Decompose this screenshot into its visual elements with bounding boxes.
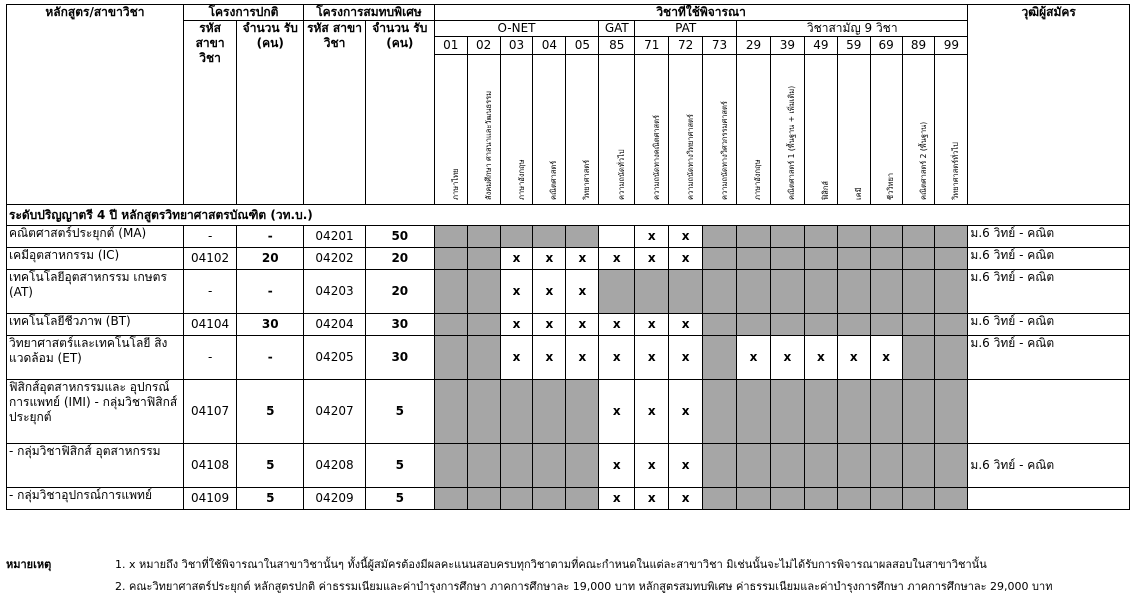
regular-header: โครงการปกติ — [183, 5, 303, 21]
excluded-cell — [434, 336, 467, 380]
excluded-cell — [467, 488, 500, 510]
required-mark: x — [669, 380, 703, 444]
required-mark: x — [566, 248, 599, 270]
excluded-cell — [804, 270, 837, 314]
subject-name-text: ความถนัดทางวิทยาศาสตร์ — [685, 114, 695, 200]
special-code: 04202 — [304, 248, 366, 270]
program-name: - กลุ่มวิชาฟิสิกส์ อุตสาหกรรม — [7, 444, 184, 488]
required-mark: x — [804, 336, 837, 380]
qualification: ม.6 วิทย์ - คณิต — [968, 314, 1130, 336]
subject-name — [837, 55, 870, 205]
subject-name — [500, 55, 533, 205]
excluded-cell — [703, 226, 737, 248]
excluded-cell — [434, 248, 467, 270]
program-name: ฟิสิกส์อุตสาหกรรมและ อุปกรณ์การแพทย์ (IMI) - กลุ่มวิชาฟิสิกส์ประยุกต์ — [7, 380, 184, 444]
regular-code: - — [183, 336, 236, 380]
special-seats: 30 — [365, 314, 434, 336]
required-mark: x — [635, 226, 669, 248]
regular-code: 04108 — [183, 444, 236, 488]
required-mark: x — [635, 380, 669, 444]
required-mark: x — [500, 314, 533, 336]
required-mark: x — [635, 248, 669, 270]
reg-seats-header: จำนวน รับ (คน) — [237, 21, 304, 205]
excluded-cell — [500, 226, 533, 248]
excluded-cell — [935, 226, 968, 248]
subject-code: 29 — [737, 37, 771, 55]
program-name: คณิตศาสตร์ประยุกต์ (MA) — [7, 226, 184, 248]
regular-code: 04109 — [183, 488, 236, 510]
excluded-cell — [902, 380, 935, 444]
subject-name-text: วิทยาศาสตร์ — [582, 159, 592, 200]
required-mark: x — [599, 444, 635, 488]
excluded-cell — [533, 226, 566, 248]
required-mark: x — [500, 248, 533, 270]
excluded-cell — [635, 270, 669, 314]
excluded-cell — [703, 336, 737, 380]
excluded-cell — [870, 248, 902, 270]
required-mark: x — [635, 314, 669, 336]
excluded-cell — [804, 444, 837, 488]
excluded-cell — [902, 314, 935, 336]
note-1: 1. x หมายถึง วิชาที่ใช้พิจารณาในสาขาวิชานั้นๆ ทั้งนี้ผู้สมัครต้องมีผลคะแนนสอบครบทุกวิชาตามที่คณะกำหนดในแต่ละสาขาวิชา มิเช่นนั้นจะไม่ได้รับการพิจารณาผลสอบในสาขาวิชานั้น — [115, 558, 987, 571]
excluded-cell — [500, 488, 533, 510]
subject-name-text: สังคมศึกษา ศาสนาและวัฒนธรรม — [483, 90, 493, 200]
subject-name — [935, 55, 968, 205]
excluded-cell — [804, 380, 837, 444]
subject-name — [737, 55, 771, 205]
required-mark: x — [533, 336, 566, 380]
gat-header: GAT — [599, 21, 635, 37]
excluded-cell — [870, 270, 902, 314]
excluded-cell — [566, 444, 599, 488]
table-row — [7, 314, 1130, 336]
regular-seats: 5 — [237, 488, 304, 510]
excluded-cell — [770, 488, 804, 510]
excluded-cell — [902, 444, 935, 488]
excluded-cell — [467, 226, 500, 248]
subject-name-text: ความถนัดทางวิศวกรรมศาสตร์ — [719, 101, 729, 200]
excluded-cell — [533, 444, 566, 488]
required-mark: x — [837, 336, 870, 380]
subject-name-text: เคมี — [853, 187, 863, 200]
admission-table — [6, 4, 1130, 510]
subject-name-text: คณิตศาสตร์ 2 (พื้นฐาน) — [918, 121, 928, 200]
required-mark: x — [870, 336, 902, 380]
excluded-cell — [737, 226, 771, 248]
excluded-cell — [737, 488, 771, 510]
special-code: 04201 — [304, 226, 366, 248]
qualification: ม.6 วิทย์ - คณิต — [968, 444, 1130, 488]
reg-code-header: รหัส สาขา วิชา — [183, 21, 236, 205]
qualification: ม.6 วิทย์ - คณิต — [968, 270, 1130, 314]
excluded-cell — [837, 248, 870, 270]
subject-code: 01 — [434, 37, 467, 55]
excluded-cell — [935, 336, 968, 380]
table-row — [7, 270, 1130, 314]
excluded-cell — [703, 270, 737, 314]
excluded-cell — [935, 380, 968, 444]
special-code: 04203 — [304, 270, 366, 314]
special-seats: 30 — [365, 336, 434, 380]
subject-code: 72 — [669, 37, 703, 55]
excluded-cell — [770, 226, 804, 248]
excluded-cell — [467, 336, 500, 380]
qualification-header: วุฒิผู้สมัคร — [968, 5, 1130, 205]
required-mark: x — [533, 248, 566, 270]
required-mark: x — [669, 314, 703, 336]
excluded-cell — [434, 444, 467, 488]
excluded-cell — [434, 226, 467, 248]
excluded-cell — [467, 270, 500, 314]
section-title: ระดับปริญญาตรี 4 ปี หลักสูตรวิทยาศาสตรบัณฑิต (วท.บ.) — [7, 205, 1130, 226]
required-mark: x — [635, 444, 669, 488]
excluded-cell — [837, 314, 870, 336]
special-seats: 5 — [365, 488, 434, 510]
excluded-cell — [467, 248, 500, 270]
required-mark: x — [770, 336, 804, 380]
subject-name — [669, 55, 703, 205]
qualification: ม.6 วิทย์ - คณิต — [968, 226, 1130, 248]
excluded-cell — [837, 488, 870, 510]
excluded-cell — [434, 488, 467, 510]
excluded-cell — [902, 226, 935, 248]
qualification: ม.6 วิทย์ - คณิต — [968, 336, 1130, 380]
special-seats: 5 — [365, 444, 434, 488]
program-name: เทคโนโลยีชีวภาพ (BT) — [7, 314, 184, 336]
required-mark: x — [599, 336, 635, 380]
required-mark: x — [635, 488, 669, 510]
subject-name-text: ภาษาอังกฤษ — [753, 159, 763, 200]
program-name: เคมีอุตสาหกรรม (IC) — [7, 248, 184, 270]
program-name: เทคโนโลยีอุตสาหกรรม เกษตร (AT) — [7, 270, 184, 314]
required-mark: x — [599, 314, 635, 336]
regular-code: 04102 — [183, 248, 236, 270]
subject-name-text: ฟิสิกส์ — [820, 180, 830, 200]
special-seats: 20 — [365, 270, 434, 314]
excluded-cell — [533, 380, 566, 444]
subject-name — [434, 55, 467, 205]
regular-seats: - — [237, 270, 304, 314]
subject-code: 39 — [770, 37, 804, 55]
subject-code: 71 — [635, 37, 669, 55]
note-2: 2. คณะวิทยาศาสตร์ประยุกต์ หลักสูตรปกติ ค่าธรรมเนียมและค่าบำรุงการศึกษา ภาคการศึกษาละ 19,000 บาท หลักสูตรสมทบพิเศษ ค่าธรรมเนียมและค่าบำรุงการศึกษา ภาคการศึกษาละ 29,000 บาท — [115, 580, 1053, 593]
excluded-cell — [737, 444, 771, 488]
excluded-cell — [703, 248, 737, 270]
required-mark: x — [566, 270, 599, 314]
subject-code: 85 — [599, 37, 635, 55]
qualification: ม.6 วิทย์ - คณิต — [968, 248, 1130, 270]
required-mark: x — [500, 336, 533, 380]
subject-name — [804, 55, 837, 205]
excluded-cell — [837, 444, 870, 488]
subject-code: 73 — [703, 37, 737, 55]
excluded-cell — [902, 336, 935, 380]
required-mark: x — [599, 380, 635, 444]
subject-name-text: คณิตศาสตร์ 1 (พื้นฐาน + เพิ่มเติม) — [787, 85, 797, 200]
excluded-cell — [870, 380, 902, 444]
excluded-cell — [669, 270, 703, 314]
special-seats: 50 — [365, 226, 434, 248]
excluded-cell — [434, 380, 467, 444]
regular-seats: 5 — [237, 444, 304, 488]
excluded-cell — [804, 314, 837, 336]
special-seats: 5 — [365, 380, 434, 444]
subject-name — [870, 55, 902, 205]
subject-code: 04 — [533, 37, 566, 55]
required-mark: x — [669, 488, 703, 510]
subjects-header: วิชาที่ใช้พิจารณา — [434, 5, 968, 21]
qualification — [968, 488, 1130, 510]
excluded-cell — [770, 314, 804, 336]
program-header: หลักสูตร/สาขาวิชา — [7, 5, 184, 205]
excluded-cell — [770, 270, 804, 314]
subject-name — [770, 55, 804, 205]
excluded-cell — [935, 270, 968, 314]
subject-name — [635, 55, 669, 205]
regular-seats: - — [237, 226, 304, 248]
subject-name-text: ภาษาอังกฤษ — [516, 159, 526, 200]
excluded-cell — [770, 248, 804, 270]
required-mark: x — [533, 270, 566, 314]
subject-name-text: ภาษาไทย — [450, 168, 460, 200]
required-mark: x — [669, 336, 703, 380]
subject-name-text: ความถนัดทั่วไป — [616, 149, 626, 200]
excluded-cell — [770, 380, 804, 444]
table-row — [7, 444, 1130, 488]
regular-seats: 5 — [237, 380, 304, 444]
excluded-cell — [566, 380, 599, 444]
regular-seats: 20 — [237, 248, 304, 270]
special-code: 04208 — [304, 444, 366, 488]
required-mark: x — [669, 248, 703, 270]
excluded-cell — [902, 488, 935, 510]
excluded-cell — [434, 270, 467, 314]
onet-header: O-NET — [434, 21, 599, 37]
excluded-cell — [870, 444, 902, 488]
excluded-cell — [870, 488, 902, 510]
subject-name-text: ความถนัดทางคณิตศาสตร์ — [651, 114, 661, 200]
subject-name — [467, 55, 500, 205]
special-code: 04204 — [304, 314, 366, 336]
table-row — [7, 488, 1130, 510]
excluded-cell — [467, 380, 500, 444]
qualification — [968, 380, 1130, 444]
excluded-cell — [902, 248, 935, 270]
sp-code-header: รหัส สาขา วิชา — [304, 21, 366, 205]
program-name: - กลุ่มวิชาอุปกรณ์การแพทย์ — [7, 488, 184, 510]
table-row — [7, 226, 1130, 248]
subject-code: 02 — [467, 37, 500, 55]
excluded-cell — [804, 248, 837, 270]
excluded-cell — [770, 444, 804, 488]
special-code: 04209 — [304, 488, 366, 510]
subject-name — [533, 55, 566, 205]
excluded-cell — [599, 270, 635, 314]
regular-seats: - — [237, 336, 304, 380]
subject-code: 89 — [902, 37, 935, 55]
special-header: โครงการสมทบพิเศษ — [304, 5, 435, 21]
excluded-cell — [935, 248, 968, 270]
required-mark: x — [599, 248, 635, 270]
excluded-cell — [467, 444, 500, 488]
excluded-cell — [837, 226, 870, 248]
subject-code: 69 — [870, 37, 902, 55]
sp-seats-header: จำนวน รับ (คน) — [365, 21, 434, 205]
excluded-cell — [935, 444, 968, 488]
required-mark: x — [669, 444, 703, 488]
special-seats: 20 — [365, 248, 434, 270]
excluded-cell — [870, 314, 902, 336]
special-code: 04207 — [304, 380, 366, 444]
excluded-cell — [566, 488, 599, 510]
table-row — [7, 248, 1130, 270]
subject-name — [599, 55, 635, 205]
excluded-cell — [467, 314, 500, 336]
subject-code: 99 — [935, 37, 968, 55]
excluded-cell — [703, 380, 737, 444]
excluded-cell — [804, 226, 837, 248]
excluded-cell — [902, 270, 935, 314]
required-mark: x — [737, 336, 771, 380]
table-row — [7, 336, 1130, 380]
subject-code: 03 — [500, 37, 533, 55]
excluded-cell — [837, 270, 870, 314]
subject-name-text: วิทยาศาสตร์ทั่วไป — [951, 142, 961, 200]
subject-code: 59 — [837, 37, 870, 55]
excluded-cell — [935, 314, 968, 336]
notes-label: หมายเหตุ — [6, 558, 52, 571]
regular-code: 04104 — [183, 314, 236, 336]
subject-code: 05 — [566, 37, 599, 55]
required-mark: x — [533, 314, 566, 336]
subject-code: 49 — [804, 37, 837, 55]
pat-header: PAT — [635, 21, 737, 37]
subject-name — [703, 55, 737, 205]
regular-code: - — [183, 270, 236, 314]
subject-name — [566, 55, 599, 205]
empty-cell — [599, 226, 635, 248]
excluded-cell — [703, 314, 737, 336]
special-code: 04205 — [304, 336, 366, 380]
excluded-cell — [500, 444, 533, 488]
nine-subjects-header: วิชาสามัญ 9 วิชา — [737, 21, 968, 37]
program-name: วิทยาศาสตร์และเทคโนโลยี สิ่งแวดล้อม (ET) — [7, 336, 184, 380]
excluded-cell — [737, 380, 771, 444]
excluded-cell — [533, 488, 566, 510]
excluded-cell — [434, 314, 467, 336]
subject-name — [902, 55, 935, 205]
subject-name-text: คณิตศาสตร์ — [549, 160, 559, 200]
excluded-cell — [500, 380, 533, 444]
excluded-cell — [737, 248, 771, 270]
table-row — [7, 380, 1130, 444]
required-mark: x — [566, 314, 599, 336]
excluded-cell — [804, 488, 837, 510]
required-mark: x — [635, 336, 669, 380]
required-mark: x — [599, 488, 635, 510]
required-mark: x — [669, 226, 703, 248]
excluded-cell — [935, 488, 968, 510]
regular-code: 04107 — [183, 380, 236, 444]
excluded-cell — [737, 270, 771, 314]
excluded-cell — [703, 444, 737, 488]
excluded-cell — [703, 488, 737, 510]
excluded-cell — [870, 226, 902, 248]
required-mark: x — [566, 336, 599, 380]
required-mark: x — [500, 270, 533, 314]
subject-name-text: ชีววิทยา — [886, 172, 896, 200]
excluded-cell — [566, 226, 599, 248]
excluded-cell — [837, 380, 870, 444]
regular-seats: 30 — [237, 314, 304, 336]
excluded-cell — [737, 314, 771, 336]
regular-code: - — [183, 226, 236, 248]
